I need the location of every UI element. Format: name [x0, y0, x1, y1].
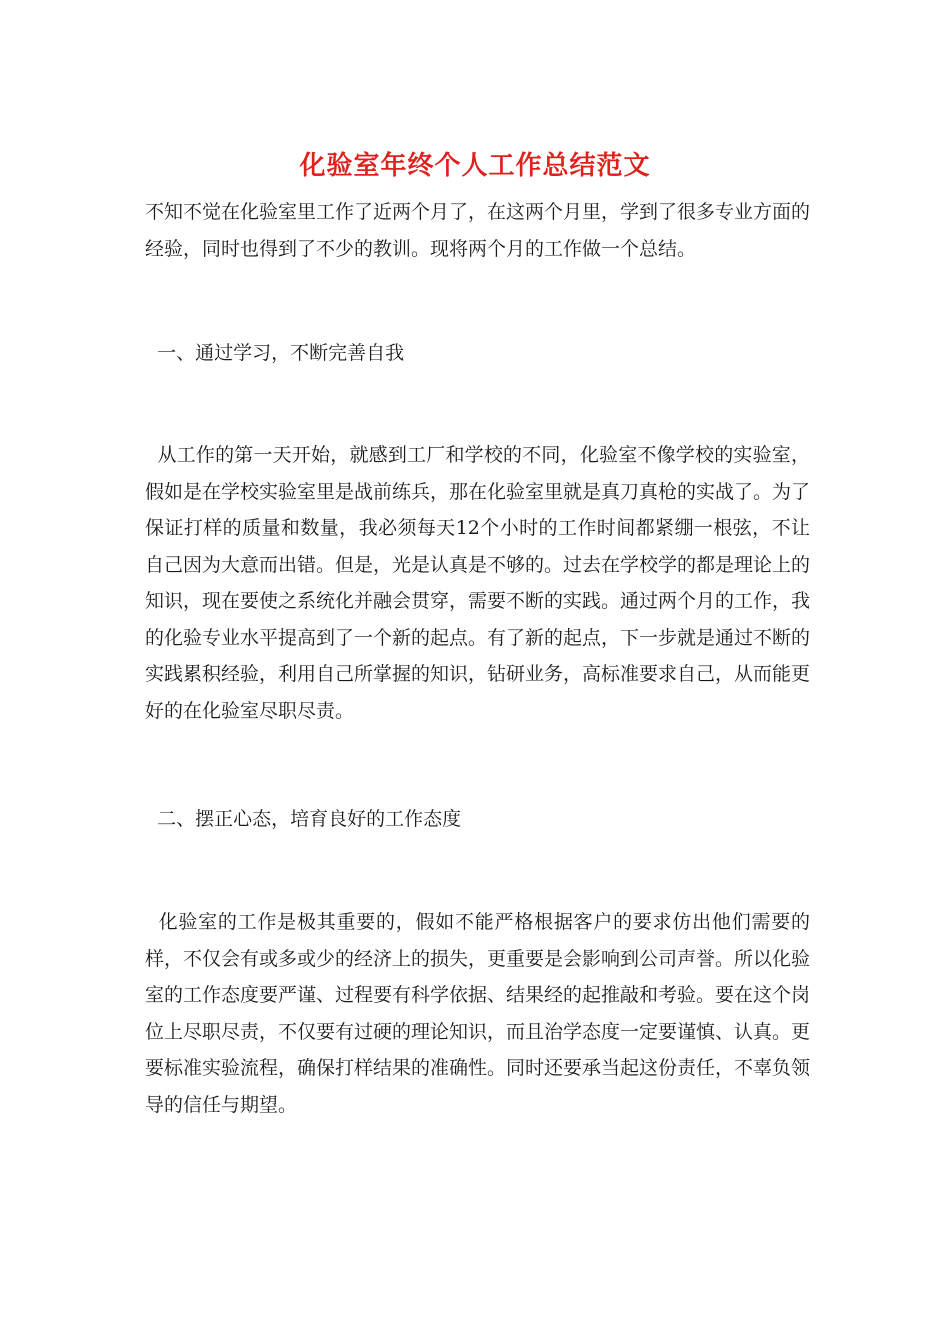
section-heading-1: 一、通过学习，不断完善自我: [145, 342, 405, 364]
section-body-1: 从工作的第一天开始，就感到工厂和学校的不同，化验室不像学校的实验室，假如是在学校实验室里是战前练兵，那在化验室里就是真刀真枪的实战了。为了保证打样的质量和数量，我必须每天12个小时的工作时间都紧绷一根弦，不让自己因为大意而出错。但是，光是认真是不够的。过去在学校学的都是理论上的知识，现在要使之系统化并融会贯穿，需要不断的实践。通过两个月的工作，我的化验专业水平提高到了一个新的起点。有了新的起点，下一步就是通过不断的实践累积经验，利用自己所掌握的知识，钻研业务，高标准要求自己，从而能更好的在化验室尽职尽责。: [145, 444, 811, 722]
section-heading-2: 二、摆正心态，培育良好的工作态度: [145, 808, 462, 830]
intro-paragraph: 不知不觉在化验室里工作了近两个月了，在这两个月里，学到了很多专业方面的经验，同时也得到了不少的教训。现将两个月的工作做一个总结。: [145, 201, 811, 260]
section-body-2: 化验室的工作是极其重要的，假如不能严格根据客户的要求仿出他们需要的样，不仅会有或多或少的经济上的损失，更重要是会影响到公司声誉。所以化验室的工作态度要严谨、过程要有科学依据、结果经的起推敲和考验。要在这个岗位上尽职尽责，不仅要有过硬的理论知识，而且治学态度一定要谨慎、认真。更要标准实验流程，确保打样结果的准确性。同时还要承当起这份责任，不辜负领导的信任与期望。: [145, 911, 811, 1116]
document-title: 化验室年终个人工作总结范文: [299, 151, 651, 181]
